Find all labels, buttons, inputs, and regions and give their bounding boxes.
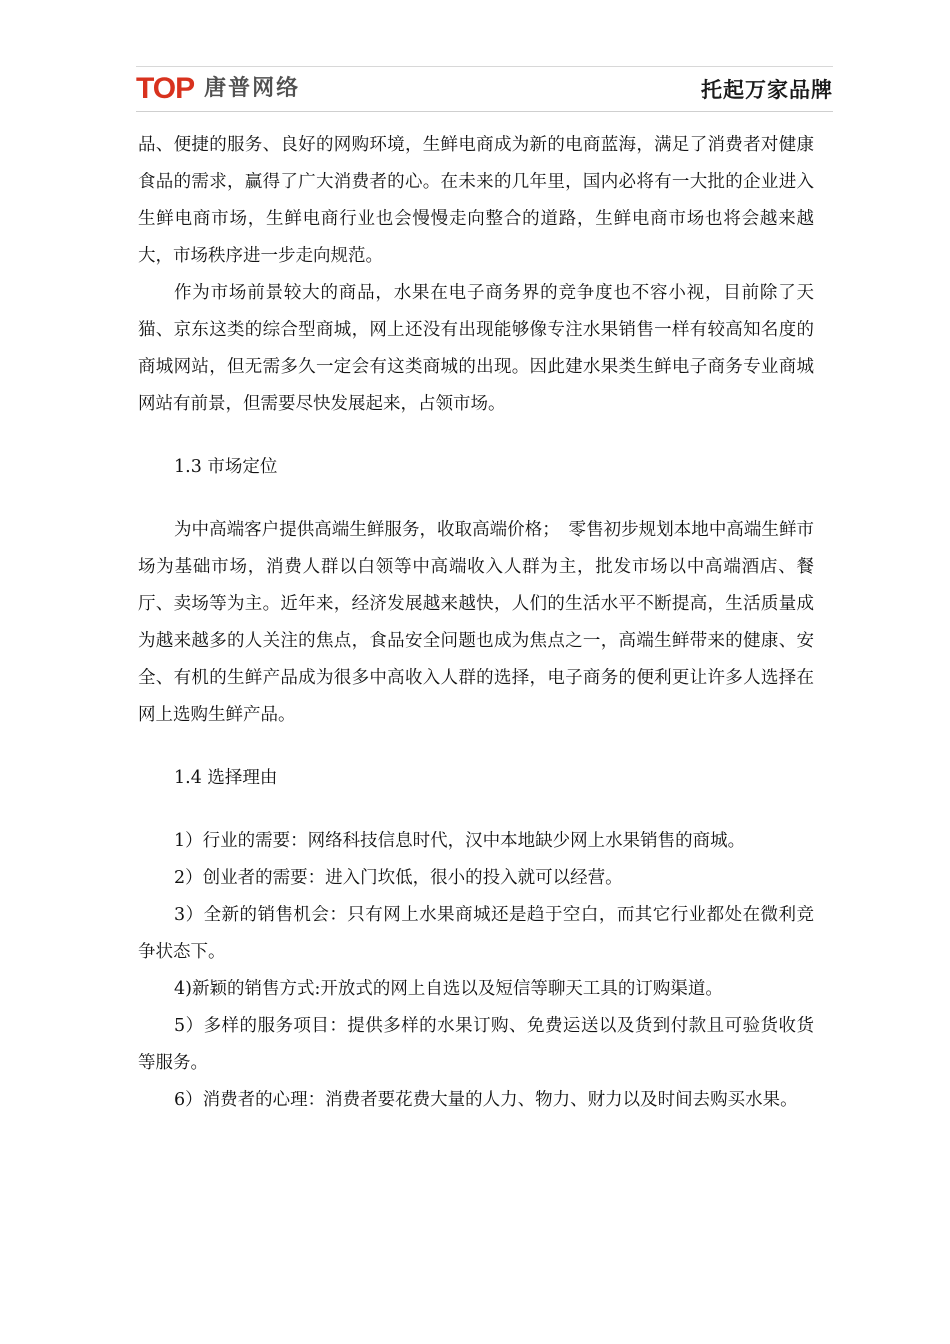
paragraph-fruit-market: 作为市场前景较大的商品，水果在电子商务界的竞争度也不容小视，目前除了天猫、京东这类的综合型商城，网上还没有出现能够像专注水果销售一样有较高知名度的商城网站，但无需多久一定会有这类商城的出现。因此建水果类生鲜电子商务专业商城网站有前景，但需要尽快发展起来，占领市场。 (138, 283, 814, 414)
list-item: 1）行业的需要：网络科技信息时代，汉中本地缺少网上水果销售的商城。 (174, 831, 746, 851)
company-logo (136, 73, 300, 105)
paragraph-continued: 品、便捷的服务、良好的网购环境，生鲜电商成为新的电商蓝海，满足了消费者对健康食品的需求，赢得了广大消费者的心。在未来的几年里，国内必将有一大批的企业进入生鲜电商市场，生鲜电商行业也会慢慢走向整合的道路，生鲜电商市场也将会越来越大，市场秩序进一步走向规范。 (138, 135, 814, 266)
list-item: 3）全新的销售机会：只有网上水果商城还是趋于空白，而其它行业都处在微利竞争状态下。 (138, 905, 814, 962)
section-heading-1-3: 1.3 市场定位 (174, 457, 278, 477)
logo-company-name: 唐普网络 (204, 76, 301, 101)
list-item: 4)新颖的销售方式:开放式的网上自选以及短信等聊天工具的订购渠道。 (174, 979, 723, 999)
logo-top-text: TOP (136, 72, 195, 105)
page-header (136, 66, 833, 112)
document-body (138, 127, 814, 1119)
list-item: 2）创业者的需要：进入门坎低，很小的投入就可以经营。 (174, 868, 623, 888)
list-item: 6）消费者的心理：消费者要花费大量的人力、物力、财力以及时间去购买水果。 (174, 1090, 798, 1110)
paragraph-market-positioning: 为中高端客户提供高端生鲜服务，收取高端价格； 零售初步规划本地中高端生鲜市场为基础市场，消费人群以白领等中高端收入人群为主，批发市场以中高端酒店、餐厅、卖场等为主。近年来，经济发展越来越快，人们的生活水平不断提高，生活质量成为越来越多的人关注的焦点，食品安全问题也成为焦点之一，高端生鲜带来的健康、安全、有机的生鲜产品成为很多中高收入人群的选择，电子商务的便利更让许多人选择在网上选购生鲜产品。 (138, 520, 814, 725)
list-item: 5）多样的服务项目：提供多样的水果订购、免费运送以及货到付款且可验货收货等服务。 (138, 1016, 814, 1073)
section-heading-1-4: 1.4 选择理由 (174, 768, 278, 788)
header-slogan: 托起万家品牌 (701, 78, 833, 102)
